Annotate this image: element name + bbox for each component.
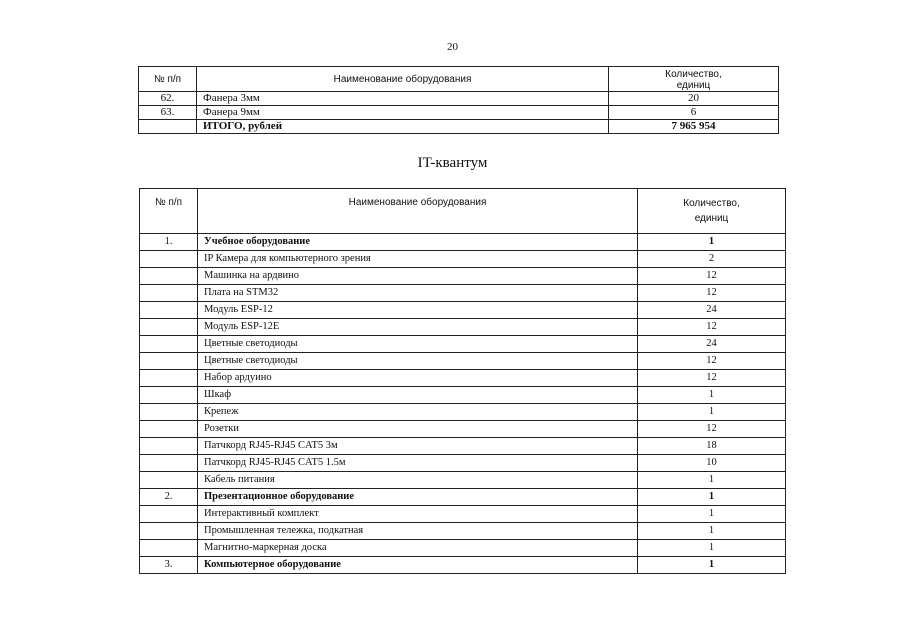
row-name: Презентационное оборудование (198, 489, 638, 506)
row-num (140, 319, 198, 336)
row-name: Фанера 3мм (197, 92, 609, 106)
top-equipment-table (138, 66, 779, 134)
section-title: IT-квантум (417, 155, 488, 171)
row-qty: 1 (638, 506, 786, 523)
table-row (140, 336, 786, 353)
row-qty: 1 (638, 234, 786, 251)
row-name: Фанера 9мм (197, 106, 609, 120)
table-row (140, 302, 786, 319)
row-num (140, 268, 198, 285)
header-qty-line1: Количество, (665, 68, 722, 80)
header-num: № п/п (140, 189, 198, 234)
row-qty: 20 (609, 92, 779, 106)
row-num (140, 421, 198, 438)
row-num (140, 353, 198, 370)
table-header-row (140, 189, 786, 234)
header-num: № п/п (139, 67, 197, 92)
header-qty (609, 67, 779, 92)
header-name: Наименование оборудования (198, 189, 638, 234)
row-qty: 12 (638, 285, 786, 302)
row-name: Набор ардуино (198, 370, 638, 387)
row-name: Крепеж (198, 404, 638, 421)
row-num: 3. (140, 557, 198, 574)
table-row (140, 421, 786, 438)
table-row (140, 387, 786, 404)
row-name: Интерактивный комплект (198, 506, 638, 523)
total-label: ИТОГО, рублей (197, 120, 609, 134)
row-num: 62. (139, 92, 197, 106)
header-qty-line2: единиц (694, 213, 729, 224)
row-qty: 24 (638, 336, 786, 353)
total-row (139, 120, 779, 134)
row-name: Компьютерное оборудование (198, 557, 638, 574)
row-qty: 12 (638, 319, 786, 336)
row-name: IP Камера для компьютерного зрения (198, 251, 638, 268)
row-num (140, 455, 198, 472)
header-qty-line1: Количество, (683, 198, 740, 209)
row-qty: 24 (638, 302, 786, 319)
row-num: 2. (140, 489, 198, 506)
row-qty: 18 (638, 438, 786, 455)
total-num-cell (139, 120, 197, 134)
row-num (140, 506, 198, 523)
row-qty: 1 (638, 557, 786, 574)
row-qty: 1 (638, 489, 786, 506)
row-name: Машинка на ардвино (198, 268, 638, 285)
row-qty: 1 (638, 472, 786, 489)
row-num (140, 404, 198, 421)
table-row (140, 540, 786, 557)
table-row (140, 353, 786, 370)
row-qty: 12 (638, 353, 786, 370)
header-name: Наименование оборудования (197, 67, 609, 92)
row-name: Цветные светодиоды (198, 336, 638, 353)
table-row (140, 319, 786, 336)
row-num (140, 336, 198, 353)
row-name: Шкаф (198, 387, 638, 404)
row-qty: 12 (638, 421, 786, 438)
row-num: 1. (140, 234, 198, 251)
table-header-row (139, 67, 779, 92)
row-qty: 12 (638, 370, 786, 387)
row-name: Цветные светодиоды (198, 353, 638, 370)
row-qty: 1 (638, 387, 786, 404)
table-row (140, 438, 786, 455)
row-num (140, 370, 198, 387)
table-row (140, 506, 786, 523)
total-value: 7 965 954 (609, 120, 779, 134)
row-name: Промышленная тележка, подкатная (198, 523, 638, 540)
table-row (140, 268, 786, 285)
table-row (140, 472, 786, 489)
row-name: Модуль ESP-12E (198, 319, 638, 336)
header-qty-line2: единиц (676, 79, 711, 91)
row-num (140, 438, 198, 455)
row-num (140, 523, 198, 540)
row-qty: 12 (638, 268, 786, 285)
row-num (140, 302, 198, 319)
header-qty (638, 189, 786, 234)
row-num (140, 251, 198, 268)
row-name: Магнитно-маркерная доска (198, 540, 638, 557)
table-row (140, 523, 786, 540)
section-row (140, 557, 786, 574)
row-name: Модуль ESP-12 (198, 302, 638, 319)
row-qty: 1 (638, 540, 786, 557)
row-qty: 2 (638, 251, 786, 268)
table-row (140, 370, 786, 387)
table-row (139, 106, 779, 120)
row-name: Патчкорд RJ45-RJ45 CAT5 3м (198, 438, 638, 455)
row-qty: 1 (638, 404, 786, 421)
row-name: Кабель питания (198, 472, 638, 489)
table-row (139, 92, 779, 106)
table-row (140, 251, 786, 268)
row-name: Плата на STM32 (198, 285, 638, 302)
row-qty: 1 (638, 523, 786, 540)
table-row (140, 455, 786, 472)
section-row (140, 234, 786, 251)
row-num: 63. (139, 106, 197, 120)
row-name: Учебное оборудование (198, 234, 638, 251)
row-name: Розетки (198, 421, 638, 438)
it-quantum-equipment-table (139, 188, 786, 574)
table-row (140, 285, 786, 302)
row-num (140, 387, 198, 404)
section-row (140, 489, 786, 506)
row-num (140, 472, 198, 489)
row-num (140, 540, 198, 557)
table-row (140, 404, 786, 421)
row-name: Патчкорд RJ45-RJ45 CAT5 1.5м (198, 455, 638, 472)
page-number: 20 (447, 41, 458, 53)
row-qty: 6 (609, 106, 779, 120)
row-num (140, 285, 198, 302)
row-qty: 10 (638, 455, 786, 472)
